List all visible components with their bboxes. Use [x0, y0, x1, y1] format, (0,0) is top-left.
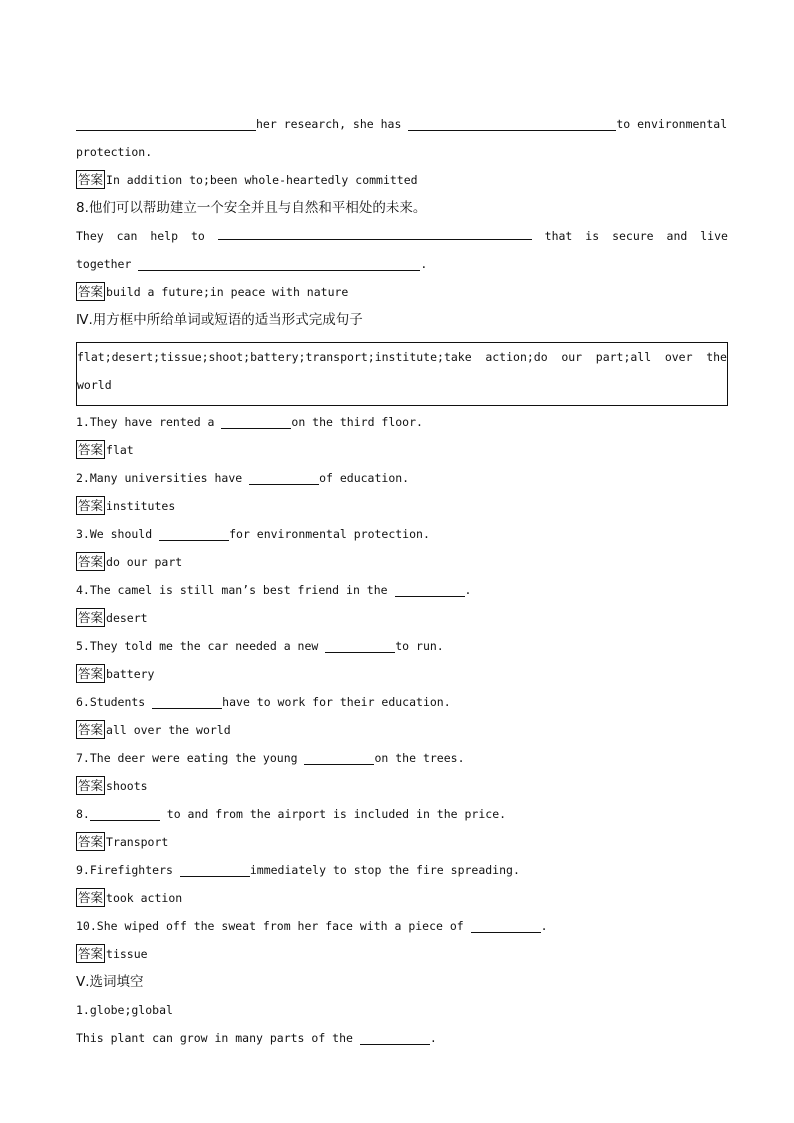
s5-q1 — [76, 1026, 728, 1054]
answer-text: took action — [106, 891, 183, 905]
s4-item-8 — [76, 802, 728, 830]
worksheet-page — [76, 112, 728, 1054]
word-box-text: over — [664, 350, 693, 364]
q8-answer-text: build a future;in peace with nature — [106, 285, 349, 299]
s4-answer-5 — [76, 662, 728, 690]
answer-label: 答案 — [78, 666, 104, 681]
s4-item-9 — [76, 858, 728, 886]
q8-blank-1[interactable] — [218, 224, 532, 240]
s4-item-10 — [76, 914, 728, 942]
item-text: to run. — [395, 639, 444, 653]
s4-item-4 — [76, 578, 728, 606]
q8-line-2 — [76, 252, 728, 280]
q8-word: help — [150, 229, 179, 243]
answer-label: 答案 — [78, 834, 104, 849]
item-text: have to work for their education. — [222, 695, 451, 709]
s4-item-1 — [76, 410, 728, 438]
s4-item-6 — [76, 690, 728, 718]
item-blank[interactable] — [221, 413, 291, 429]
item-text: . — [464, 583, 472, 597]
answer-label: 答案 — [78, 554, 104, 569]
item-blank[interactable] — [159, 525, 229, 541]
q8-word: together — [76, 257, 132, 271]
word-box-text: our — [561, 350, 583, 364]
s4-item-3 — [76, 522, 728, 550]
word-box-text: action;do — [485, 350, 548, 364]
answer-text: Transport — [106, 835, 169, 849]
item-blank[interactable] — [90, 805, 160, 821]
item-blank[interactable] — [325, 637, 395, 653]
word-box-text: the — [706, 350, 727, 364]
item-blank[interactable] — [471, 917, 541, 933]
item-text: 8. — [76, 807, 90, 821]
q8-line-1 — [76, 224, 728, 252]
q7-line — [76, 112, 728, 140]
item-blank[interactable] — [395, 581, 465, 597]
answer-label: 答案 — [78, 946, 104, 961]
item-blank[interactable] — [360, 1029, 430, 1045]
word-box-line-1 — [77, 345, 727, 373]
word-box — [76, 342, 728, 406]
item-text: 6.Students — [76, 695, 153, 709]
item-blank[interactable] — [180, 861, 250, 877]
q7-blank-1[interactable] — [76, 115, 256, 131]
word-box-text: flat;desert;tissue;shoot;battery;transport;institute;take — [77, 350, 472, 364]
answer-label: 答案 — [78, 284, 104, 299]
q7-text-a: her research, she has — [256, 117, 402, 131]
answer-text: shoots — [106, 779, 148, 793]
answer-label: 答案 — [78, 610, 104, 625]
item-text: . — [429, 1031, 437, 1045]
s4-item-7 — [76, 746, 728, 774]
s4-item-2 — [76, 466, 728, 494]
answer-text: desert — [106, 611, 148, 625]
answer-label: 答案 — [78, 172, 104, 187]
s4-answer-4 — [76, 606, 728, 634]
answer-label: 答案 — [78, 890, 104, 905]
q8-word: and — [666, 229, 688, 243]
answer-label: 答案 — [78, 778, 104, 793]
word-box-text: part;all — [595, 350, 652, 364]
item-text: 7.The deer were eating the young — [76, 751, 305, 765]
q7-blank-2[interactable] — [408, 115, 616, 131]
q8-word: secure — [612, 229, 654, 243]
answer-label: 答案 — [78, 498, 104, 513]
item-text: on the trees. — [374, 751, 465, 765]
answer-label: 答案 — [78, 442, 104, 457]
answer-text: all over the world — [106, 723, 231, 737]
item-text: 9.Firefighters — [76, 863, 180, 877]
item-text: 10.She wiped off the sweat from her face with a piece of — [76, 919, 471, 933]
q7-line-cont — [76, 140, 728, 168]
item-blank[interactable] — [249, 469, 319, 485]
item-text: This plant can grow in many parts of the — [76, 1031, 360, 1045]
item-text: 3.We should — [76, 527, 160, 541]
q7-text-b: to environmental — [616, 117, 728, 131]
item-text: for environmental protection. — [229, 527, 430, 541]
q7-answer-text: In addition to;been whole-heartedly committed — [106, 173, 418, 187]
q8-word: live — [700, 229, 728, 243]
s4-answer-9 — [76, 886, 728, 914]
item-text: immediately to stop the fire spreading. — [249, 863, 520, 877]
s4-answer-6 — [76, 718, 728, 746]
section-4-title: Ⅳ.用方框中所给单词或短语的适当形式完成句子 — [76, 312, 363, 328]
q7-answer — [76, 168, 728, 196]
q8-answer — [76, 280, 728, 308]
answer-text: flat — [106, 443, 134, 457]
q8-word: They — [76, 229, 104, 243]
item-text: to and from the airport is included in the price. — [159, 807, 507, 821]
answer-text: battery — [106, 667, 155, 681]
item-text: 5.They told me the car needed a new — [76, 639, 326, 653]
s4-answer-7 — [76, 774, 728, 802]
s4-answer-1 — [76, 438, 728, 466]
item-text: 4.The camel is still man’s best friend in the — [76, 583, 395, 597]
q8-word: is — [585, 229, 600, 243]
answer-text: tissue — [106, 947, 148, 961]
q8-prompt: 8.他们可以帮助建立一个安全并且与自然和平相处的未来。 — [76, 200, 427, 216]
item-text: . — [540, 919, 548, 933]
word-box-line-2 — [77, 373, 727, 401]
word-box-text: world — [77, 378, 112, 392]
q8-word: to — [190, 229, 205, 243]
item-text: 2.Many universities have — [76, 471, 250, 485]
q8-blank-2[interactable] — [138, 255, 420, 271]
answer-label: 答案 — [78, 722, 104, 737]
item-blank[interactable] — [304, 749, 374, 765]
item-text: on the third floor. — [291, 415, 423, 429]
answer-text: institutes — [106, 499, 176, 513]
s4-answer-10 — [76, 942, 728, 970]
s4-answer-8 — [76, 830, 728, 858]
answer-text: do our part — [106, 555, 183, 569]
item-blank[interactable] — [152, 693, 222, 709]
s4-item-5 — [76, 634, 728, 662]
item-text: of education. — [319, 471, 410, 485]
q8-word: that — [544, 229, 573, 243]
s5-q1-words: 1.globe;global — [76, 1003, 173, 1017]
q7-text-cont: protection. — [76, 145, 153, 159]
section-5-title: Ⅴ.选词填空 — [76, 974, 144, 990]
s4-answer-2 — [76, 494, 728, 522]
s4-answer-3 — [76, 550, 728, 578]
item-text: 1.They have rented a — [76, 415, 222, 429]
q8-word: can — [116, 229, 138, 243]
q8-end: . — [420, 257, 428, 271]
